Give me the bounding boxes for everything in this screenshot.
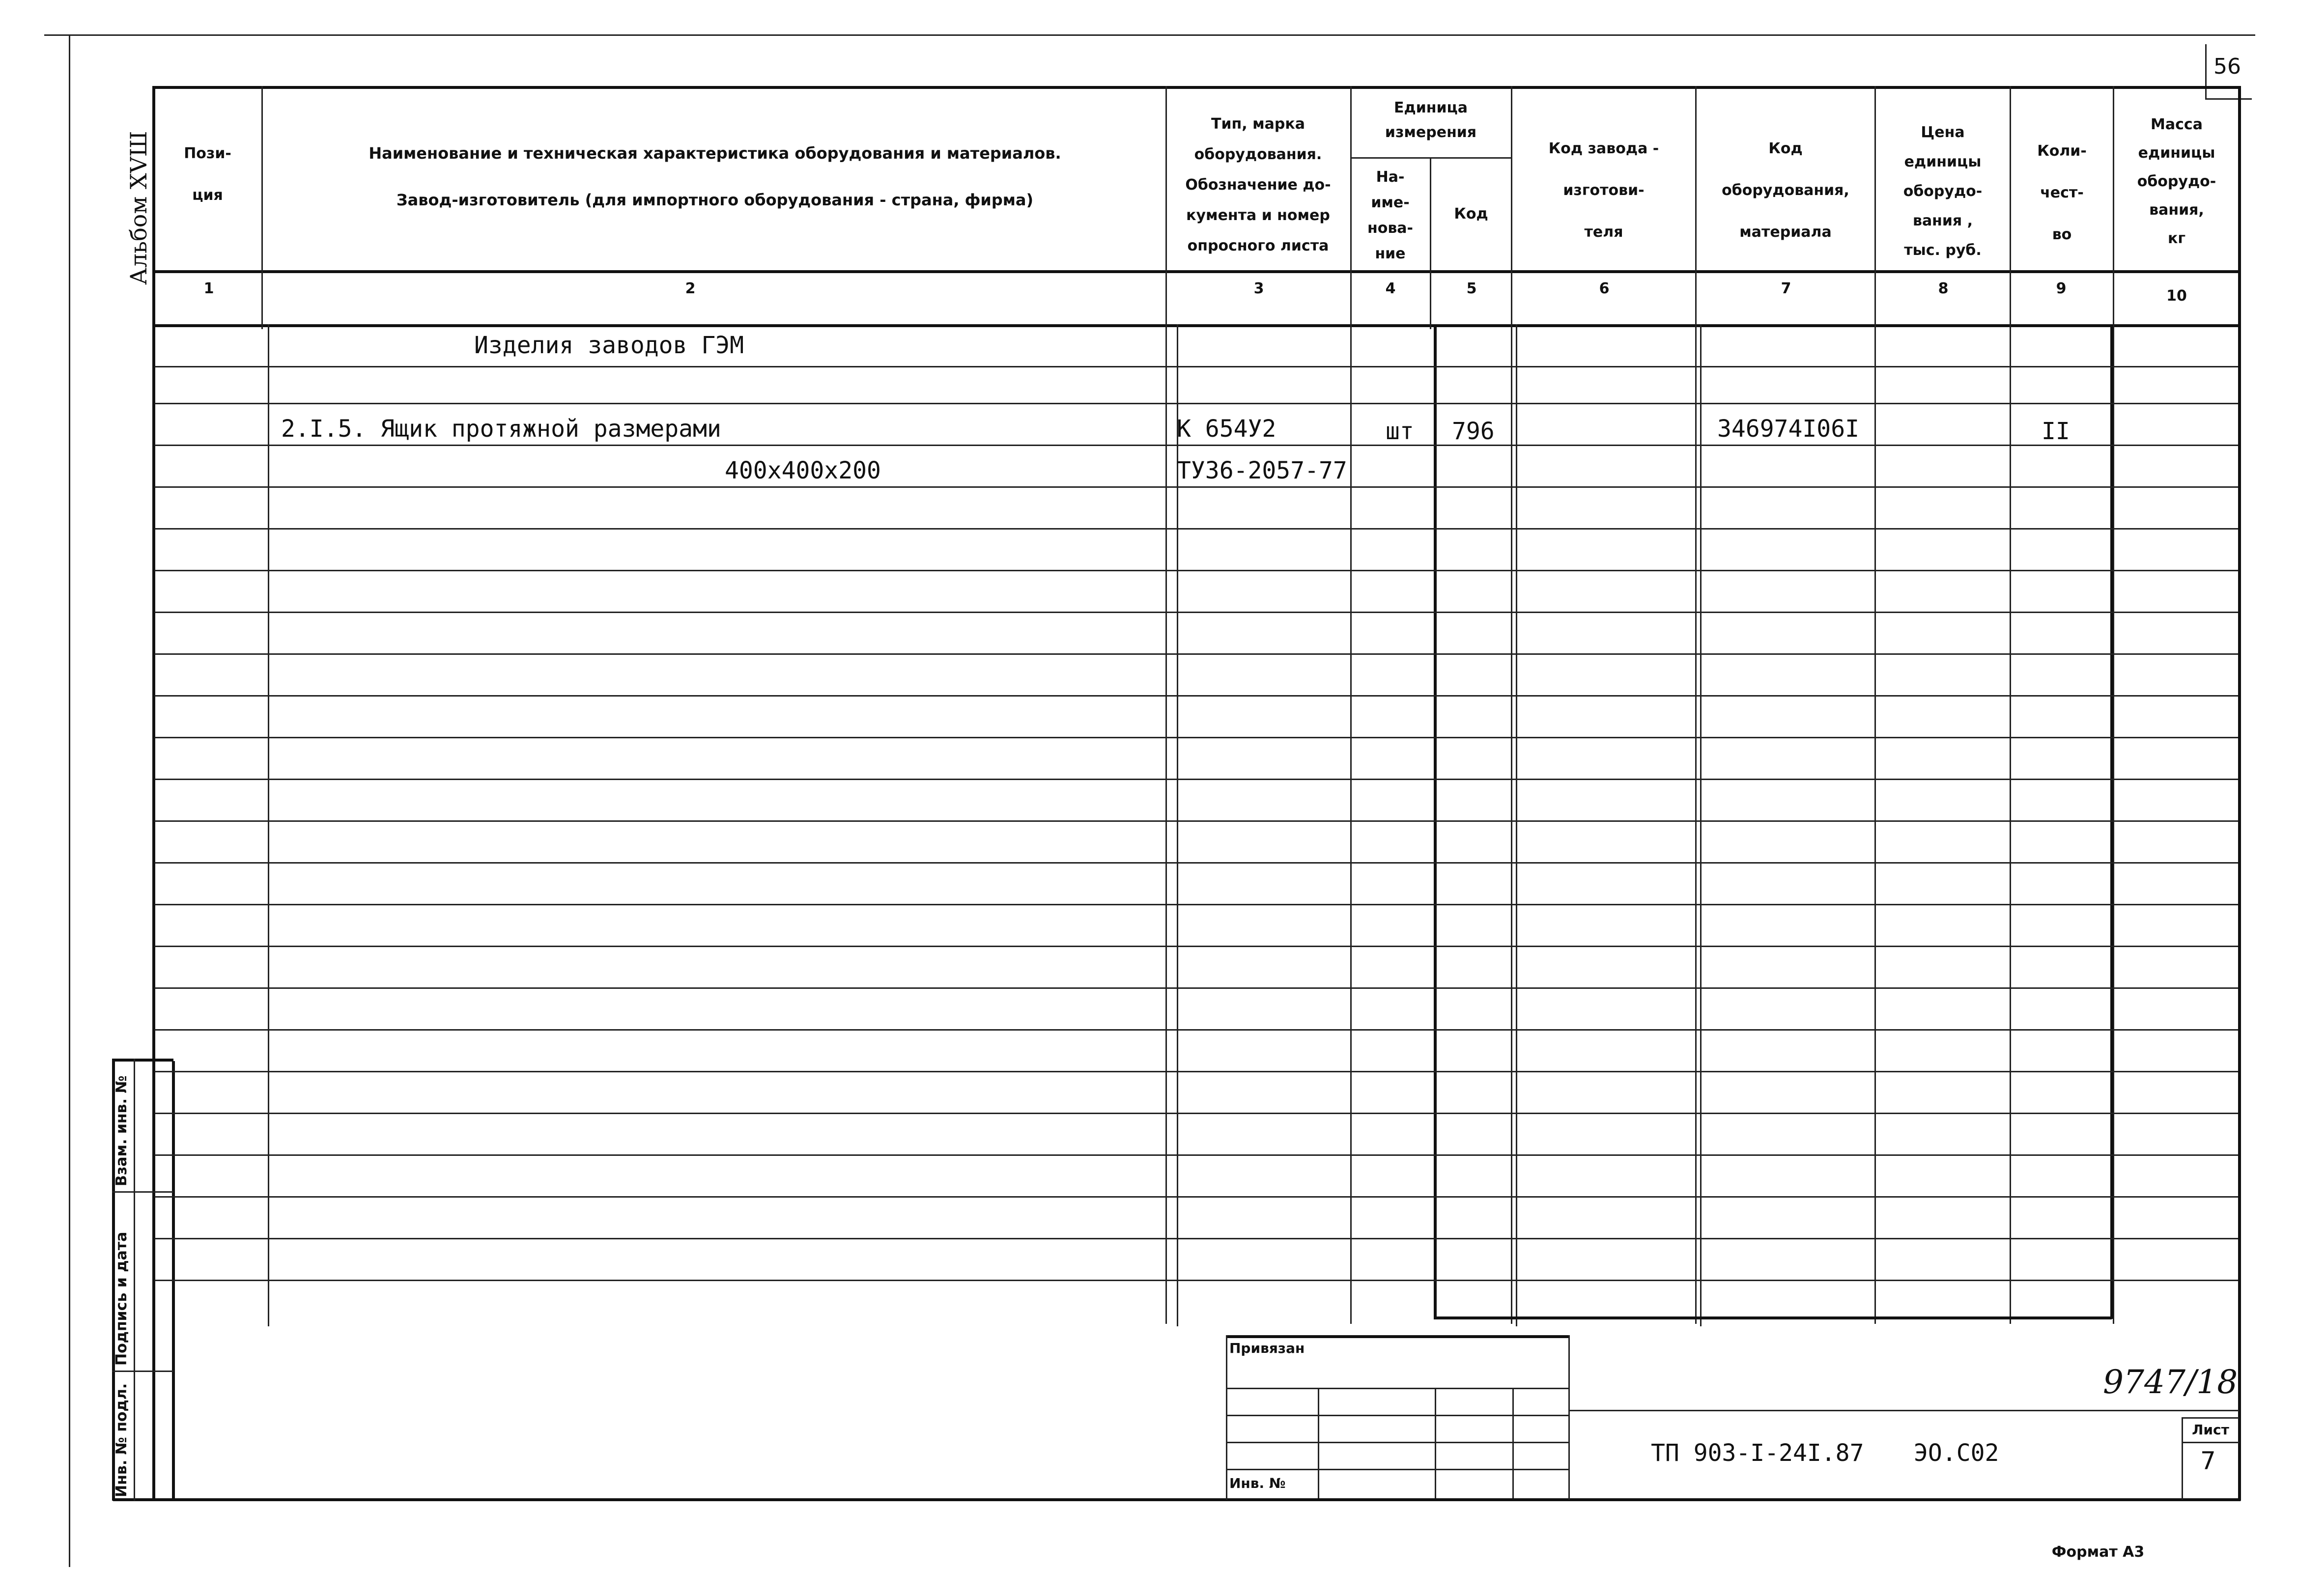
col-sep-3 [1350,86,1352,1324]
row-line [155,1238,2238,1239]
header-col6: Код завода - изготови- теля [1548,140,1659,241]
col-sep-8 [2010,86,2011,1324]
page-number-box-left [2205,44,2207,98]
col-number-5: 5 [1466,280,1477,297]
row-line [155,904,2238,905]
row-line [155,403,2238,404]
item-type-continued: ТУ36-2057-77 [1177,457,1347,484]
col-sep-2 [1165,86,1167,1324]
col-number-7: 7 [1781,280,1791,297]
header-col2: Наименование и техническая характеристика оборудования и материалов. Завод-изготовитель (для импортного оборудования - страна, фирма) [369,144,1061,209]
row-line [155,1280,2238,1281]
col-sep-4 [1430,157,1431,329]
side-stamp-inner [134,1059,135,1501]
side-stamp-div-2 [112,1371,173,1372]
item-type: К 654У2 [1177,415,1277,443]
table-top [152,86,2241,89]
item-equipment-code: 346974I06I [1717,415,1859,443]
row-line [155,695,2238,697]
body-bold-bottom [1434,1316,2112,1319]
col-sep-6 [1695,86,1697,1324]
row-line [155,570,2238,571]
sheet-label: Лист [2192,1422,2229,1438]
header-col5: Код [1454,205,1488,223]
col-sep-1 [261,86,263,329]
col-number-3: 3 [1253,280,1264,297]
col-number-4: 4 [1385,280,1396,297]
row-line [155,862,2238,864]
album-label: Альбом ХVШ [125,131,152,285]
col-sep-5 [1511,86,1512,1324]
item-name: 2.I.5. Ящик протяжной размерами [281,415,721,443]
unit-group-split [1350,157,1512,159]
titleblock-col-2 [1435,1388,1436,1498]
titleblock-top [1226,1335,1570,1338]
col-number-6: 6 [1599,280,1610,297]
sheet-box-left [2182,1417,2183,1500]
row-line [155,1113,2238,1114]
titleblock-right-top [1568,1410,2239,1411]
row-line [155,445,2238,446]
item-unit-code: 796 [1452,418,1495,445]
item-unit: шт [1386,418,1414,445]
row-line [155,987,2238,989]
body-col-1 [268,324,269,1326]
document-code: ТП 903-I-24I.87 [1651,1439,1864,1467]
side-stamp-top [112,1059,173,1062]
section-title: Изделия заводов ГЭМ [474,332,744,359]
frame-top [44,34,2255,36]
col-number-10: 10 [2166,287,2187,305]
row-line [155,486,2238,488]
page-number: 56 [2213,54,2241,79]
row-line [155,1196,2238,1198]
col-sep-7 [1874,86,1876,1324]
side-stamp-replace-inv: Взам. инв. № [113,1075,130,1186]
handwritten-number: 9747/18 [2103,1363,2238,1401]
item-quantity: II [2042,418,2070,445]
col-number-8: 8 [1938,280,1949,297]
row-line [155,366,2238,367]
col-number-1: 1 [203,280,214,297]
row-line [155,1029,2238,1031]
titleblock-row-1 [1226,1388,1570,1389]
bound-label: Привязан [1229,1340,1305,1356]
header-col9: Коли- чест- во [2037,142,2087,243]
row-line [155,946,2238,947]
header-col1: Пози- ция [184,145,231,204]
header-col8: Цена единицы оборудо- вания , тыс. руб. [1903,124,1983,259]
sheet-box-mid [2182,1442,2239,1443]
titleblock-row-2 [1226,1415,1570,1416]
row-line [155,612,2238,613]
row-line [155,528,2238,530]
numbers-row-bottom [152,324,2241,327]
titleblock-row-3 [1226,1442,1570,1443]
body-col-5b [1516,324,1517,1326]
document-suffix: ЭО.С02 [1914,1439,1999,1467]
header-col3: Тип, марка оборудования. Обозначение до- кумента и номер опросного листа [1185,115,1331,254]
header-col10: Масса единицы оборудо- вания, кг [2137,116,2216,247]
table-left [152,86,155,1501]
header-col4: На- име- нова- ние [1367,168,1414,262]
format-label: Формат А3 [2051,1543,2145,1561]
row-line [155,820,2238,822]
inv-label: Инв. № [1229,1475,1286,1491]
titleblock-right [1568,1335,1570,1500]
frame-left-outer [69,34,70,1567]
row-line [155,779,2238,780]
col-number-9: 9 [2056,280,2067,297]
body-col-6b [1700,324,1702,1326]
row-line [155,1154,2238,1156]
row-line [155,1071,2238,1072]
sheet-number: 7 [2200,1447,2216,1475]
item-name-continued: 400х400х200 [725,457,881,484]
row-line [155,737,2238,738]
side-stamp-signature-date: Подпись и дата [113,1232,130,1366]
side-stamp-inv-original: Инв. № подл. [113,1383,130,1497]
titleblock-col-3 [1512,1388,1514,1498]
col-number-2: 2 [685,280,696,297]
titleblock-left [1226,1335,1227,1500]
table-bottom [113,1498,2241,1501]
header-bottom [152,270,2241,273]
page-number-box-bottom [2205,98,2252,100]
titleblock-row-4 [1226,1469,1570,1470]
side-stamp-div-1 [112,1191,173,1193]
table-right [2238,86,2241,1501]
header-col7: Код оборудования, материала [1722,140,1849,241]
header-unit-group: Единица измерения [1385,99,1477,141]
row-line [155,653,2238,655]
